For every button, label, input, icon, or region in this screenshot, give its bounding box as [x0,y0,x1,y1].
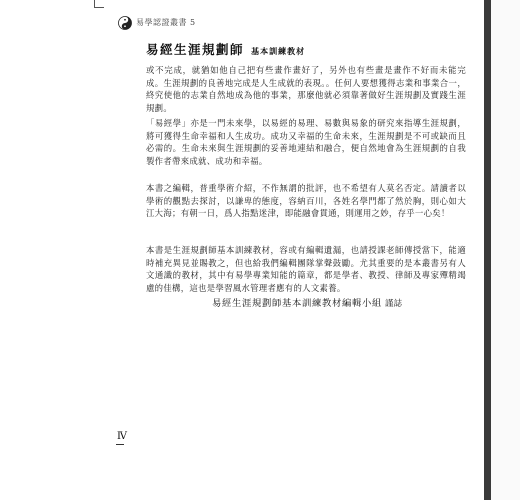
body-paragraph: 本書之編輯，普重學術介紹，不作無謂的批評，也不希望有人莫名否定。請讀者以學術的觀點去探討，以謙卑的態度，容納百川，各姓名學門都了然於胸，則心如大江大海；有朝一日，爲人指點迷津，即能融會貫通，則運用之妙，存乎一心矣！ [146,183,466,219]
body-paragraph: 「易經學」亦是一門未來學，以易經的易理、易數與易象的研究來指導生涯規劃，將可獲得生命幸福和人生成功。成功又幸福的生命未來，生涯規劃是不可或缺而且必需的。生命未來與生涯規劃的妥善地連結和融合，便自然地會為生涯規劃的自我製作者帶來成就、成功和幸福。 [146,118,466,166]
book-title: 易經生涯規劃師 [146,42,245,57]
book-title-line [146,39,305,58]
yin-yang-logo-icon [118,16,132,30]
series-label: 易學認證叢書 5 [136,18,196,27]
body-paragraph: 本書是生涯規劃師基本訓練教材，容或有編輯遺漏，也請授課老師傳授當下，能適時補充異見並賜教之，但也給我們編輯團隊掌聲鼓勵。尤其重要的是本叢書另有人文通識的教材，其中有易學專業知能的篇章，都是學者、教授、律師及專家殫精竭慮的佳構，這也是學習風水管理者應有的人文素養。 [146,245,466,293]
crop-mark [94,7,104,8]
signature-suffix: 謹誌 [384,298,403,308]
signature-line [212,295,402,309]
page-edge [484,0,491,500]
page-margin [491,0,520,500]
page-number-rule [116,444,124,445]
page-number: Ⅳ [117,431,127,442]
body-paragraph: 或不完成，就猶如他自己把有些畫作畫好了，另外也有些畫是畫作不好而未能完成。生涯規劃的良善地完成是人生成就的表現。。任何人要想獲得志業和事業合一，終究使他的志業自然地成為他的事業，那麼他就必須靠著做好生涯規劃及實踐生涯規劃。 [146,65,466,113]
book-subtitle: 基本訓練教材 [251,46,306,56]
editor-name: 易經生涯規劃師基本訓練教材編輯小組 [212,298,382,309]
